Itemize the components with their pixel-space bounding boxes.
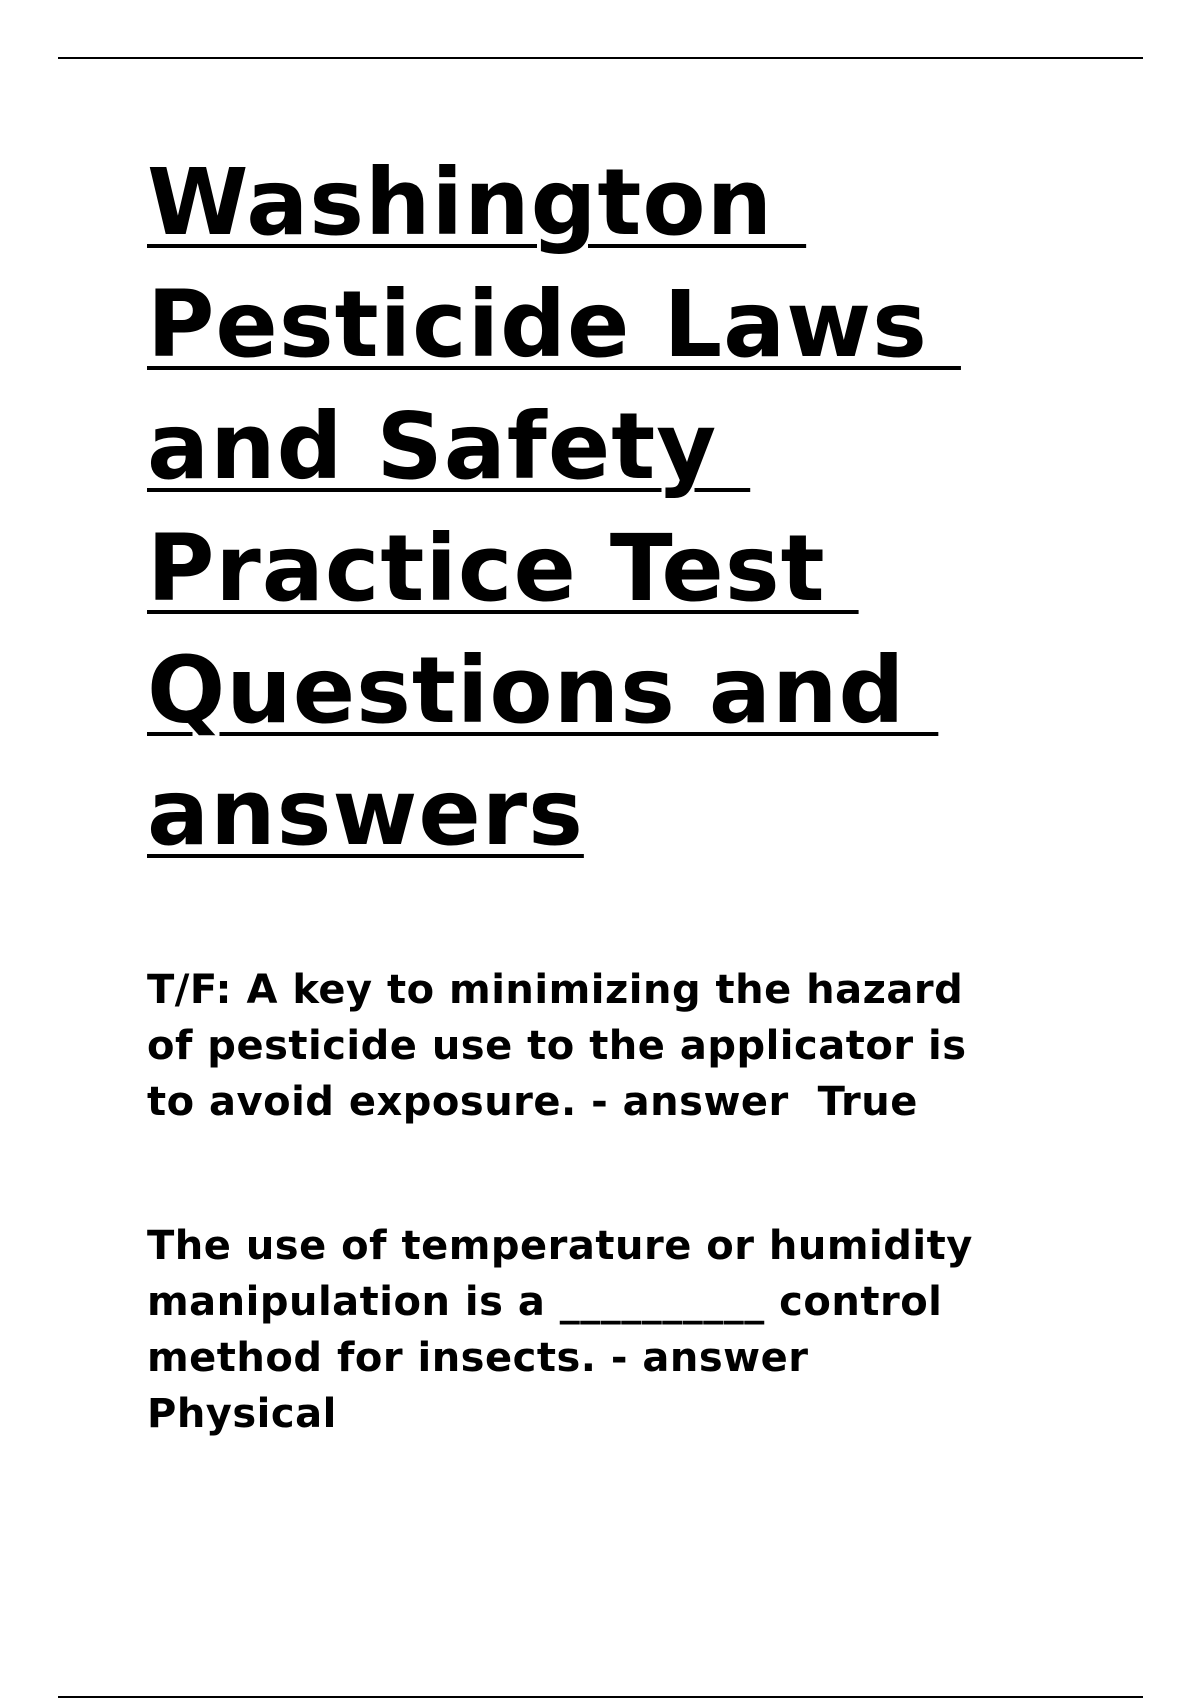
title-line: Practice Test [147, 515, 859, 622]
title-line: Pesticide Laws [147, 271, 961, 378]
question-line: of pesticide use to the applicator is [147, 1023, 967, 1069]
page-title [147, 142, 1107, 874]
question-line: Physical [147, 1391, 337, 1437]
title-line: answers [147, 759, 584, 866]
bottom-rule [58, 1696, 1143, 1698]
title-line: and Safety [147, 393, 751, 500]
question-answer-2 [147, 1218, 1057, 1442]
title-line: Washington [147, 149, 807, 256]
question-line: method for insects. - answer [147, 1335, 809, 1381]
title-line: Questions and [147, 637, 939, 744]
question-line: manipulation is a __________ control [147, 1279, 943, 1325]
question-answer-1 [147, 962, 1057, 1130]
top-rule [58, 57, 1143, 59]
question-line: T/F: A key to minimizing the hazard [147, 967, 964, 1013]
question-line: The use of temperature or humidity [147, 1223, 973, 1269]
question-line: to avoid exposure. - answer True [147, 1079, 918, 1125]
